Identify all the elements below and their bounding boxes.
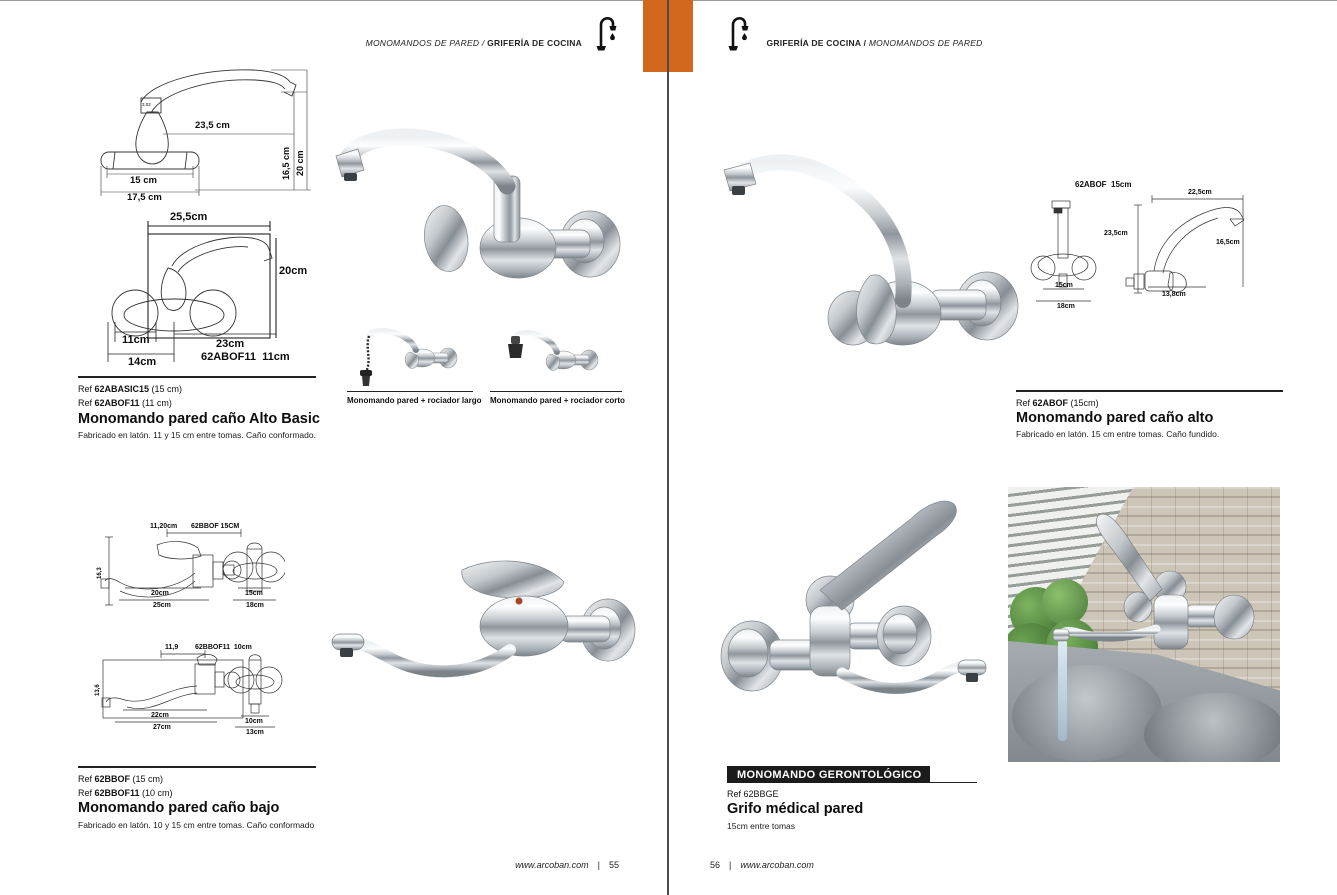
- dim-label: 17,5 cm: [127, 192, 162, 203]
- product-description: Fabricado en latón. 11 y 15 cm entre tomas. Caño conformado.: [78, 430, 316, 440]
- technical-drawing-62abof: [1030, 175, 1252, 313]
- ref-code: 62BBOF: [94, 774, 131, 784]
- technical-drawing-alto-basic-side: [75, 62, 315, 202]
- dim-label: 20cm: [151, 590, 169, 597]
- footer-website: www.arcoban.com: [515, 860, 589, 870]
- product-description: Fabricado en latón. 15 cm entre tomas. Caño fundido.: [1016, 429, 1220, 439]
- dim-label: 62ABOF 15cm: [1075, 180, 1132, 189]
- dim-label: 16,5cm: [1216, 239, 1240, 246]
- caption-rule: [490, 391, 622, 392]
- product-title: Monomando pared caño bajo: [78, 800, 280, 816]
- ref-size: (15cm): [1068, 398, 1099, 408]
- ref-line: [78, 398, 172, 408]
- dim-label: 15 cm: [130, 175, 157, 186]
- product-title: Monomando pared caño alto: [1016, 410, 1214, 426]
- faucet-icon: [595, 13, 617, 51]
- footer-website: www.arcoban.com: [740, 860, 814, 870]
- ref-code: 62ABASIC15: [94, 384, 150, 394]
- dim-label: 16,3: [97, 567, 103, 579]
- dim-label: 27cm: [153, 724, 171, 731]
- technical-drawing-62bbof15: [95, 515, 285, 627]
- wall-faucet-in-scene: [1008, 487, 1280, 762]
- ref-size: (11 cm): [139, 398, 172, 408]
- photo-caption: Monomando pared + rociador corto: [490, 396, 625, 405]
- dim-label: 23,5 cm: [195, 120, 230, 131]
- technical-drawing-62bbof11: [95, 630, 285, 742]
- faucet-icon: [727, 13, 749, 51]
- dim-label: 14cm: [128, 356, 157, 368]
- dim-label: 62BBOF 15CM: [191, 523, 240, 530]
- dim-label: 20cm: [279, 265, 308, 277]
- ref-code: 62ABOF: [1032, 398, 1069, 408]
- header-section-bold: GRIFERÍA DE COCINA: [487, 38, 582, 48]
- dim-label: 13,8cm: [1162, 291, 1186, 298]
- product-photo-cano-bajo: [312, 538, 642, 690]
- ref-code: 62BBOF11: [94, 788, 140, 798]
- product-photo-cano-alto: [698, 128, 1030, 350]
- ref-line: [78, 384, 182, 394]
- ref-size: (15 cm): [130, 774, 164, 784]
- dim-label: 25,5cm: [170, 211, 208, 223]
- ref-prefix: Ref: [1016, 398, 1033, 408]
- left-page-header: [300, 28, 582, 58]
- caption-rule: [347, 391, 473, 392]
- ref-prefix: Ref: [78, 788, 95, 798]
- product-photo-rociador-largo: [352, 318, 472, 390]
- photo-caption: Monomando pared + rociador largo: [347, 396, 482, 405]
- dim-label: 18cm: [246, 602, 264, 609]
- spine-divider: [667, 0, 669, 895]
- dim-label: 13,6: [95, 684, 101, 696]
- left-page-footer: [462, 850, 662, 880]
- footer-separator: |: [597, 860, 600, 870]
- ref-line: [1016, 398, 1099, 408]
- ref-code: 62ABOF11: [94, 398, 140, 408]
- dim-label: 62BBOF11 10cm: [195, 644, 252, 651]
- dim-label: 3.02: [142, 102, 151, 107]
- product-description: 15cm entre tomas: [727, 821, 796, 831]
- page-number: 56: [710, 860, 721, 870]
- dim-label: 15cm: [1055, 282, 1073, 289]
- ref-line: Ref 62BBGE: [727, 789, 779, 799]
- divider: [78, 766, 316, 768]
- product-title: Grifo médical pared: [727, 801, 864, 817]
- header-section-italic: MONOMANDOS DE PARED: [868, 38, 983, 48]
- dim-label: 62ABOF11 11cm: [201, 351, 290, 363]
- dim-label: 13cm: [246, 729, 264, 736]
- product-photo-rociador-corto: [494, 320, 612, 390]
- header-section-italic: MONOMANDOS DE PARED /: [365, 38, 488, 48]
- dim-label: 11cm: [122, 334, 150, 346]
- product-description: Fabricado en latón. 10 y 15 cm entre tomas. Caño conformado: [78, 820, 315, 830]
- dim-label: 23,5cm: [1104, 230, 1128, 237]
- ref-prefix: Ref: [78, 774, 95, 784]
- technical-drawing-62abof11: [78, 210, 318, 382]
- ref-size: (10 cm): [139, 788, 173, 798]
- dim-label: 11,9: [165, 644, 179, 651]
- ref-size: (15 cm): [149, 384, 183, 394]
- dim-label: 20 cm: [295, 150, 305, 176]
- right-page-header: [756, 28, 1076, 58]
- ref-line: [78, 788, 173, 798]
- product-photo-gerontologico: [712, 488, 1002, 760]
- footer-separator: |: [729, 860, 732, 870]
- right-page-footer: [700, 850, 900, 880]
- dim-label: 16,5 cm: [281, 146, 291, 180]
- ref-prefix: Ref: [78, 384, 95, 394]
- dim-label: 10cm: [245, 718, 263, 725]
- dim-label: 22,5cm: [1188, 189, 1212, 196]
- ref-line: [78, 774, 163, 784]
- divider: [1016, 390, 1283, 392]
- ref-prefix: Ref: [78, 398, 95, 408]
- product-title: Monomando pared caño Alto Basic: [78, 411, 320, 427]
- dim-label: 18cm: [1057, 303, 1075, 310]
- header-section-bold: GRIFERÍA DE COCINA /: [766, 38, 869, 48]
- dim-label: 11,20cm: [150, 523, 178, 530]
- divider: [78, 376, 316, 378]
- page-number: 55: [608, 860, 619, 870]
- dim-label: 25cm: [153, 602, 171, 609]
- lifestyle-photo-kitchen: [1008, 487, 1280, 762]
- dim-label: 23cm: [216, 338, 245, 350]
- section-banner: MONOMANDO GERONTOLÓGICO: [727, 766, 930, 783]
- product-photo-alto-basic: [322, 118, 640, 328]
- dim-label: 15cm: [245, 590, 263, 597]
- dim-label: 22cm: [151, 712, 169, 719]
